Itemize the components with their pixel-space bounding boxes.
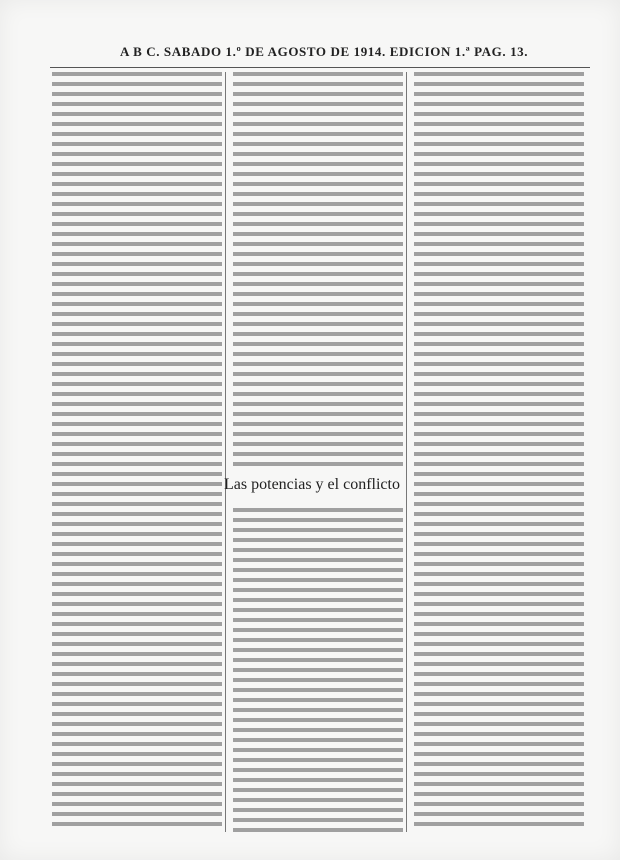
section-title: Las potencias y el conflicto [224,476,400,493]
column-divider-1 [225,72,226,832]
article-column-1 [52,72,222,832]
article-column-2-lower [233,508,403,832]
column-divider-2 [406,72,407,832]
page-header: A B C. SABADO 1.º DE AGOSTO DE 1914. EDICION 1.ª PAG. 13. [120,44,529,59]
header-rule [50,67,590,68]
article-column-3 [414,72,584,832]
article-column-2-upper [233,72,403,472]
